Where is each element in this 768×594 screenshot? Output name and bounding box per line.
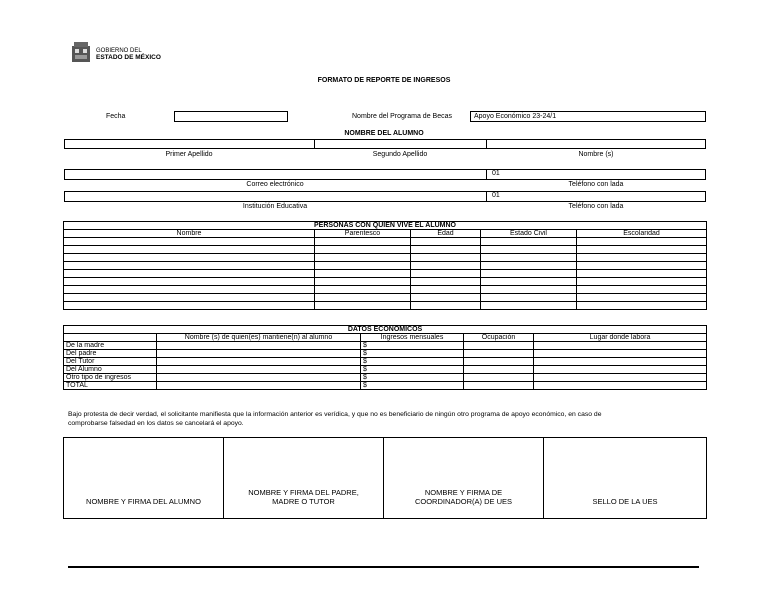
programa-field[interactable] (470, 111, 706, 122)
table-row[interactable]: Del Tutor $ (64, 358, 707, 366)
table-row[interactable] (64, 238, 707, 246)
table-row[interactable]: Otro tipo de ingresos $ (64, 374, 707, 382)
table-row[interactable] (64, 302, 707, 310)
primer-apellido-label: Primer Apellido (165, 151, 213, 158)
table-row[interactable]: Del Alumno $ (64, 366, 707, 374)
alumno-heading: NOMBRE DEL ALUMNO (344, 130, 424, 137)
firma-padre-cell[interactable]: NOMBRE Y FIRMA DEL PADRE, MADRE O TUTOR (224, 438, 384, 519)
col-edad: Edad (411, 230, 481, 238)
logo (70, 40, 180, 66)
correo-label: Correo electrónico (246, 181, 304, 188)
col-ingresos: Ingresos mensuales (361, 334, 464, 342)
table-row[interactable]: Del padre $ (64, 350, 707, 358)
segundo-apellido-label: Segundo Apellido (372, 151, 428, 158)
declaracion-line-1: Bajo protesta de decir verdad, el solicitante manifiesta que la información anterior es verídica, y que no es beneficiario de ningún otro programa de apoyo económico, en caso de (68, 411, 602, 418)
col-estado-civil: Estado Civil (481, 230, 577, 238)
institucion-field[interactable] (64, 191, 706, 202)
personas-table (63, 221, 707, 310)
firma-coordinador-cell[interactable]: NOMBRE Y FIRMA DE COORDINADOR(A) DE UES (384, 438, 544, 519)
col-ocupacion: Ocupación (464, 334, 534, 342)
telefono-label-2: Teléfono con lada (568, 203, 624, 210)
table-row[interactable] (64, 278, 707, 286)
table-row[interactable] (64, 246, 707, 254)
firma-alumno-cell[interactable]: NOMBRE Y FIRMA DEL ALUMNO (64, 438, 224, 519)
nombres-label: Nombre (s) (578, 151, 614, 158)
economicos-header-row (64, 334, 707, 342)
col-escolaridad: Escolaridad (577, 230, 707, 238)
col-nombre: Nombre (64, 230, 315, 238)
state-seal-icon (70, 40, 92, 64)
alumno-name-field[interactable] (64, 139, 706, 149)
declaracion-line-2: comprobarse falsedad en los datos se cancelará el apoyo. (68, 420, 244, 427)
logo-line-2: ESTADO DE MÉXICO (96, 54, 161, 61)
institucion-label: Institución Educativa (242, 203, 308, 210)
telefono-prefix-1: 01 (492, 170, 500, 177)
table-row[interactable] (64, 254, 707, 262)
col-mantiene: Nombre (s) de quien(es) mantiene(n) al alumno (157, 334, 361, 342)
col-parentesco: Parentesco (315, 230, 411, 238)
programa-label: Nombre del Programa de Becas (352, 113, 452, 120)
page-title: FORMATO DE REPORTE DE INGRESOS (317, 77, 451, 84)
firmas-table (63, 437, 707, 519)
telefono-prefix-2: 01 (492, 192, 500, 199)
economicos-table (63, 325, 707, 390)
table-row[interactable]: De la madre $ (64, 342, 707, 350)
logo-line-1: GOBIERNO DEL (96, 48, 142, 54)
correo-field[interactable] (64, 169, 706, 180)
fecha-field[interactable] (174, 111, 288, 122)
table-row[interactable] (64, 270, 707, 278)
personas-heading: PERSONAS CON QUIEN VIVE EL ALUMNO (64, 222, 707, 230)
table-row[interactable]: TOTAL $ (64, 382, 707, 390)
economicos-heading: DATOS ECONÓMICOS (64, 326, 707, 334)
programa-value: Apoyo Económico 23-24/1 (474, 113, 557, 120)
col-lugar: Lugar donde labora (534, 334, 707, 342)
personas-header-row (64, 230, 707, 238)
table-row[interactable] (64, 286, 707, 294)
table-row[interactable] (64, 294, 707, 302)
telefono-label-1: Teléfono con lada (568, 181, 624, 188)
sello-cell[interactable]: SELLO DE LA UES (544, 438, 707, 519)
table-row[interactable] (64, 262, 707, 270)
fecha-label: Fecha (106, 113, 126, 120)
footer-rule (68, 566, 699, 568)
